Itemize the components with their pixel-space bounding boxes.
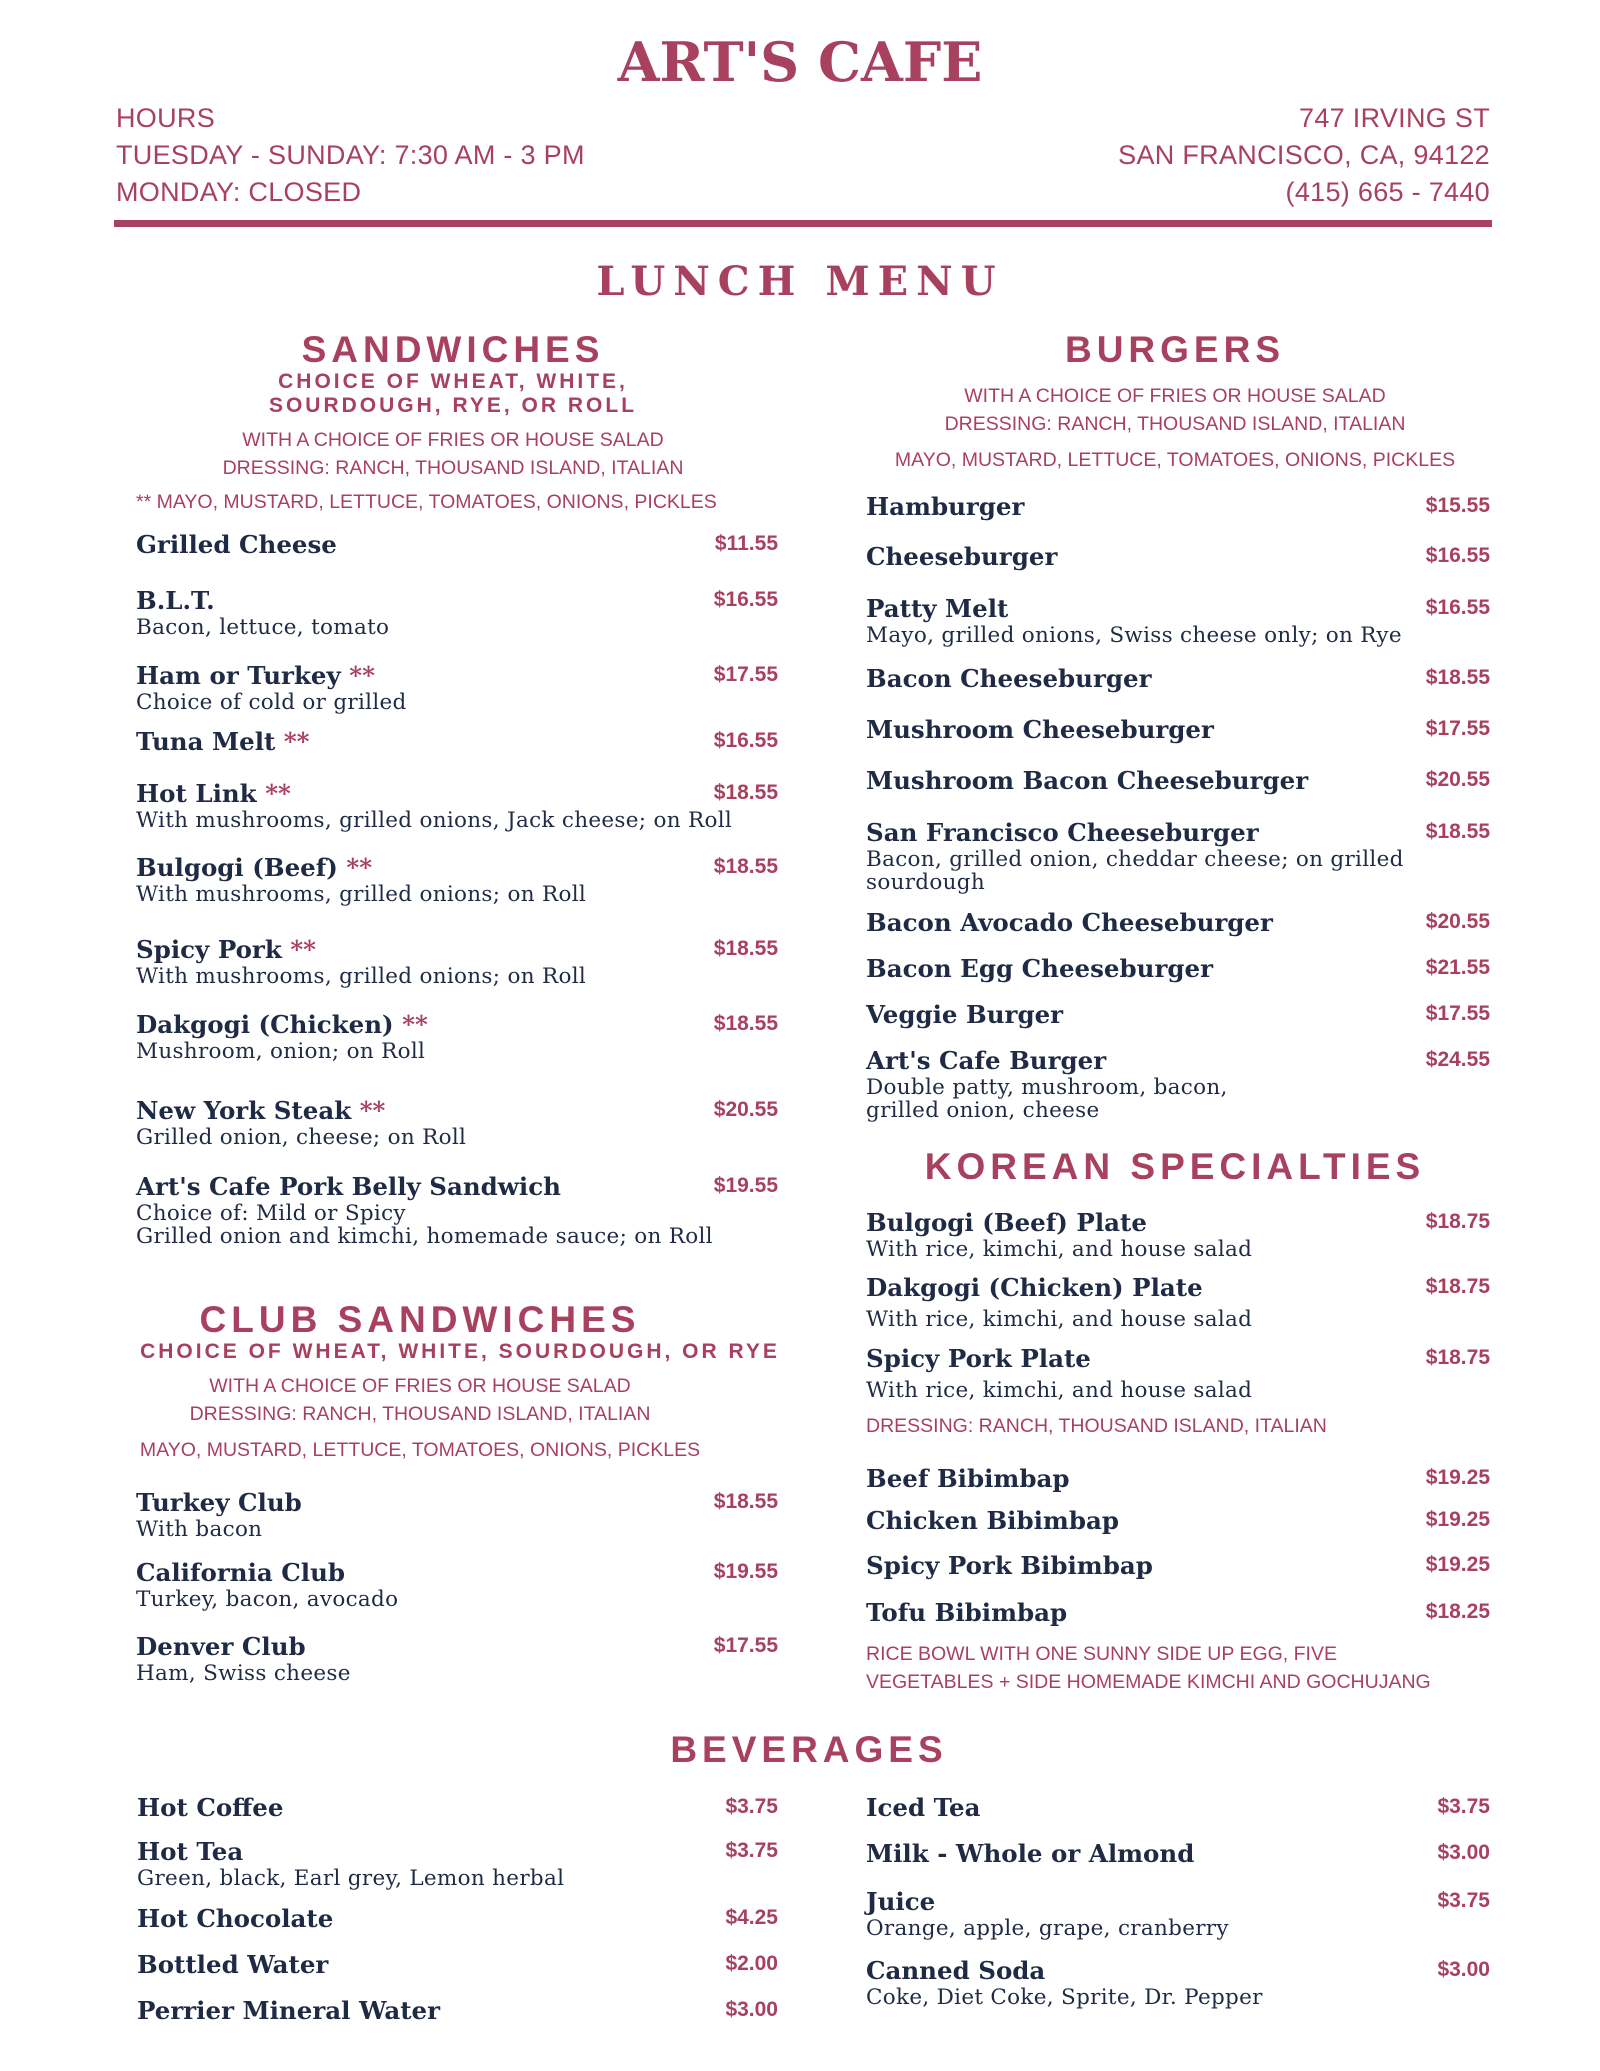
burgers-section [860,330,1490,474]
item-price: $17.55 [1425,717,1490,740]
item-name: Art's Cafe Pork Belly Sandwich [136,1172,561,1201]
hours-block [116,100,585,211]
item-name: Milk - Whole or Almond [866,1839,1195,1868]
item-description: Choice of: Mild or Spicy [136,1201,406,1226]
menu-item [136,1010,778,1096]
item-price: $19.25 [1425,1553,1490,1576]
item-name: Beef Bibimbap [866,1464,1070,1493]
menu-item [866,492,1490,542]
menu-item [137,1837,778,1904]
toppings-marker: ** [283,727,310,756]
item-name: Mushroom Cheeseburger [866,715,1214,744]
item-description: Grilled onion, cheese; on Roll [136,1125,467,1150]
item-name: Iced Tea [866,1793,981,1822]
club-side-note: WITH A CHOICE OF FRIES OR HOUSE SALAD [209,1375,631,1397]
item-price: $16.55 [1425,596,1490,619]
menu-item [136,1558,778,1632]
item-name: Veggie Burger [866,1000,1064,1029]
sandwiches-list [136,530,778,1262]
menu-item [136,935,778,1010]
item-description: With mushrooms, grilled onions, Jack cheese; on Roll [136,808,733,833]
item-name: Art's Cafe Burger [866,1046,1107,1075]
item-name: Turkey Club [136,1488,302,1517]
item-price: $18.75 [1425,1275,1490,1298]
menu-item [866,1000,1490,1046]
menu-item [866,1506,1490,1551]
section-title-burgers: BURGERS [1064,329,1286,370]
item-description: Coke, Diet Coke, Sprite, Dr. Pepper [866,1985,1263,2010]
toppings-marker: ** [359,1096,386,1125]
item-name: Canned Soda [866,1956,1046,1985]
item-description: grilled onion, cheese [866,1098,1100,1123]
menu-item [866,1887,1490,1956]
item-price: $3.00 [1437,1958,1490,1981]
sandwiches-toppings-note: ** MAYO, MUSTARD, LETTUCE, TOMATOES, ONIONS, PICKLES [136,491,717,513]
item-price: $3.75 [1437,1795,1490,1818]
menu-item [136,661,778,727]
item-name: Ham or Turkey ** [136,661,375,690]
item-name: Bacon Egg Cheeseburger [866,954,1213,983]
item-price: $16.55 [1425,544,1490,567]
korean-specialties-section [860,1147,1490,1187]
item-name: New York Steak ** [136,1096,386,1125]
item-name: Mushroom Bacon Cheeseburger [866,766,1309,795]
menu-item [136,1488,778,1558]
item-description: Turkey, bacon, avocado [136,1587,399,1612]
section-title-beverages: BEVERAGES [670,1729,948,1770]
menu-item [866,818,1490,908]
beverages-section [0,1730,1600,1770]
item-description: Grilled onion and kimchi, homemade sauce; on Roll [136,1224,713,1249]
item-price: $18.55 [713,855,778,878]
item-description: Choice of cold or grilled [136,690,407,715]
item-price: $20.55 [1425,768,1490,791]
item-name: Bacon Cheeseburger [866,664,1152,693]
item-price: $16.55 [713,588,778,611]
item-description: With mushrooms, grilled onions; on Roll [136,964,587,989]
menu-item [866,766,1490,818]
menu-item [866,954,1490,1000]
item-price: $18.55 [713,937,778,960]
club-sandwiches-section [60,1300,860,1464]
item-price: $3.00 [725,1998,778,2021]
burgers-list [866,492,1490,1132]
item-name: San Francisco Cheeseburger [866,818,1259,847]
item-name: Spicy Pork Bibimbap [866,1551,1153,1580]
hours-label: HOURS [116,103,216,133]
item-description: With bacon [136,1517,263,1542]
item-description: Double patty, mushroom, bacon, [866,1075,1228,1100]
item-price: $20.55 [1425,910,1490,933]
menu-item [136,727,778,779]
burgers-toppings-note: MAYO, MUSTARD, LETTUCE, TOMATOES, ONIONS, PICKLES [894,449,1456,471]
item-price: $18.55 [1425,820,1490,843]
item-name: Bulgogi (Beef) Plate [866,1208,1147,1237]
menu-item [136,779,778,853]
item-price: $21.55 [1425,956,1490,979]
item-price: $3.75 [1437,1889,1490,1912]
menu-item [866,1046,1490,1132]
phone-number: (415) 665 - 7440 [1285,177,1490,207]
menu-item [866,1598,1490,1640]
item-price: $18.75 [1425,1210,1490,1233]
item-price: $15.55 [1425,494,1490,517]
menu-item [136,1096,778,1172]
item-price: $18.55 [713,1012,778,1035]
item-price: $11.55 [714,532,778,555]
menu-item [866,908,1490,954]
item-price: $3.00 [1437,1841,1490,1864]
sandwiches-section [128,330,778,516]
menu-item [136,530,778,586]
korean-dressing-note: DRESSING: RANCH, THOUSAND ISLAND, ITALIAN [866,1415,1327,1437]
menu-item [866,1793,1490,1839]
item-name: Bulgogi (Beef) ** [136,853,373,882]
section-title-korean-specialties: KOREAN SPECIALTIES [924,1146,1426,1187]
item-name: Grilled Cheese [136,530,337,559]
menu-item [866,1839,1490,1887]
item-name: Dakgogi (Chicken) ** [136,1010,428,1039]
beverages-list-left [137,1793,778,2042]
item-price: $19.25 [1425,1466,1490,1489]
item-name: Tofu Bibimbap [866,1598,1068,1627]
menu-item [866,1956,1490,2016]
menu-item [866,1464,1490,1506]
item-price: $19.55 [713,1560,778,1583]
item-name: B.L.T. [136,586,215,615]
menu-item [866,664,1490,715]
item-price: $19.55 [713,1174,778,1197]
menu-item [137,1950,778,1996]
item-name: Spicy Pork ** [136,935,316,964]
item-price: $4.25 [725,1906,778,1929]
menu-item [137,1904,778,1950]
toppings-marker: ** [265,779,291,808]
street-address: 747 IRVING ST [1299,103,1490,133]
item-description: sourdough [866,870,985,895]
item-price: $3.75 [725,1795,778,1818]
item-price: $24.55 [1425,1048,1490,1071]
menu-item [866,1344,1490,1412]
toppings-marker: ** [290,935,316,964]
sandwiches-bread-choice-2: SOURDOUGH, RYE, OR ROLL [268,394,638,417]
item-price: $17.55 [713,1634,778,1657]
korean-plates-list [866,1208,1490,1696]
item-description: With rice, kimchi, and house salad [866,1237,1253,1262]
club-bread-choice: CHOICE OF WHEAT, WHITE, SOURDOUGH, OR RYE [140,1340,780,1363]
item-price: $16.55 [713,729,778,752]
beverages-list-right [866,1793,1490,2016]
toppings-marker: ** [349,661,375,690]
item-price: $3.75 [725,1839,778,1862]
menu-item [866,1208,1490,1273]
item-description: Bacon, lettuce, tomato [136,615,390,640]
item-name: Spicy Pork Plate [866,1344,1091,1373]
item-description: With mushrooms, grilled onions; on Roll [136,882,587,907]
item-name: Hot Chocolate [137,1904,334,1933]
item-description: With rice, kimchi, and house salad [866,1378,1253,1403]
item-description: Bacon, grilled onion, cheddar cheese; on grilled [866,847,1404,872]
item-description: Mushroom, onion; on Roll [136,1039,426,1064]
item-price: $20.55 [713,1098,778,1121]
menu-item [136,1632,778,1692]
item-name: Hot Tea [137,1837,244,1866]
toppings-marker: ** [402,1010,428,1039]
item-description: Ham, Swiss cheese [136,1661,351,1686]
club-sandwiches-list [136,1488,778,1692]
item-name: Hot Link ** [136,779,291,808]
city-state-zip: SAN FRANCISCO, CA, 94122 [1118,140,1490,170]
burgers-dressing-note: DRESSING: RANCH, THOUSAND ISLAND, ITALIAN [944,413,1406,435]
menu-item [137,1996,778,2042]
club-toppings-note: MAYO, MUSTARD, LETTUCE, TOMATOES, ONIONS, PICKLES [139,1439,701,1461]
item-name: Bottled Water [137,1950,329,1979]
menu-item [866,1551,1490,1598]
item-price: $18.25 [1425,1600,1490,1623]
menu-item [136,853,778,935]
bibimbap-note-1: RICE BOWL WITH ONE SUNNY SIDE UP EGG, FIVE [866,1643,1337,1665]
item-name: Denver Club [136,1632,306,1661]
item-price: $18.75 [1425,1346,1490,1369]
page-title: ART'S CAFE [617,30,983,94]
item-name: California Club [136,1558,346,1587]
item-name: Hamburger [866,492,1025,521]
item-name: Patty Melt [866,594,1009,623]
item-price: $18.55 [1425,666,1490,689]
item-name: Cheeseburger [866,542,1058,571]
item-price: $17.55 [713,663,778,686]
section-title-club-sandwiches: CLUB SANDWICHES [199,1299,641,1340]
sandwiches-bread-choice-1: CHOICE OF WHEAT, WHITE, [278,370,628,393]
menu-item [866,1273,1490,1344]
hours-open: TUESDAY - SUNDAY: 7:30 AM - 3 PM [116,140,585,170]
menu-item [866,594,1490,664]
menu-item [136,586,778,661]
item-price: $18.55 [713,781,778,804]
menu-item [866,715,1490,766]
address-block [1118,100,1490,211]
menu-title: LUNCH MENU [596,258,1004,305]
burgers-side-note: WITH A CHOICE OF FRIES OR HOUSE SALAD [964,385,1386,407]
item-name: Dakgogi (Chicken) Plate [866,1273,1203,1302]
item-description: With rice, kimchi, and house salad [866,1307,1253,1332]
item-name: Juice [866,1887,936,1916]
item-description: Mayo, grilled onions, Swiss cheese only; on Rye [866,623,1402,648]
toppings-marker: ** [346,853,373,882]
sandwiches-dressing-note: DRESSING: RANCH, THOUSAND ISLAND, ITALIAN [222,457,684,479]
menu-item [866,542,1490,594]
club-dressing-note: DRESSING: RANCH, THOUSAND ISLAND, ITALIAN [189,1403,651,1425]
item-name: Hot Coffee [137,1793,284,1822]
item-name: Bacon Avocado Cheeseburger [866,908,1273,937]
section-title-sandwiches: SANDWICHES [301,329,605,370]
item-price: $19.25 [1425,1508,1490,1531]
hours-closed: MONDAY: CLOSED [116,177,362,207]
menu-item [136,1172,778,1262]
item-name: Tuna Melt ** [136,727,310,756]
bibimbap-note-2: VEGETABLES + SIDE HOMEMADE KIMCHI AND GOCHUJANG [866,1671,1431,1693]
item-price: $2.00 [725,1952,778,1975]
item-price: $17.55 [1425,1002,1490,1025]
header-divider [114,220,1492,227]
item-price: $18.55 [713,1490,778,1513]
item-name: Perrier Mineral Water [137,1996,441,2025]
menu-item [137,1793,778,1837]
item-description: Orange, apple, grape, cranberry [866,1916,1229,1941]
sandwiches-side-note: WITH A CHOICE OF FRIES OR HOUSE SALAD [242,429,664,451]
item-name: Chicken Bibimbap [866,1506,1119,1535]
item-description: Green, black, Earl grey, Lemon herbal [137,1866,565,1891]
